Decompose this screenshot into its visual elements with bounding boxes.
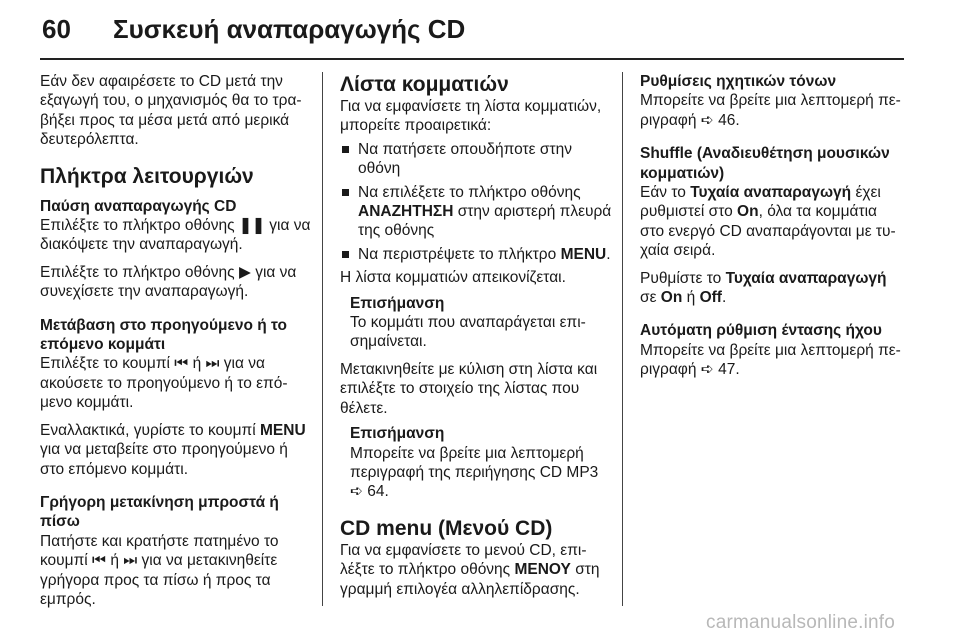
previous-track-icon: ⏮ [174, 355, 189, 373]
list-shown-text: Η λίστα κομματιών απεικονίζεται. [340, 269, 566, 287]
intro-paragraph: Εάν δεν αφαιρέσετε το CD μετά την εξαγωγή του, ο μηχανισμός θα το τραβήξει προς τα μέσα μετά από μερικά δευτερόλεπτα. [40, 73, 302, 149]
skip-paragraph: Επιλέξτε το κουμπί ⏮ ή ⏭ για να ακούσετε το προηγούμενο ή το επόμενο κομμάτι. [40, 355, 288, 412]
heading-auto-volume: Αυτόματη ρύθμιση έντασης ήχου [640, 322, 882, 340]
heading-fast: Γρήγορη μετακίνηση μπροστά ή πίσω [40, 493, 279, 531]
page-title: Συσκευή αναπαραγωγής CD [113, 14, 466, 44]
set-paragraph: Ρυθμίστε το Τυχαία αναπαραγωγή σε On ή Off. [640, 269, 887, 307]
section-heading-keys: Πλήκτρα λειτουργιών [40, 164, 254, 188]
next-track-icon: ⏭ [205, 355, 220, 373]
shuffle-paragraph: Εάν το Τυχαία αναπαραγωγή έχει ρυθμιστεί στο On, όλα τα κομμάτια στο ενεργό CD αναπαράγονται με τυχαία σειρά. [640, 184, 896, 260]
play-paragraph: Επιλέξτε το πλήκτρο οθόνης ▶ για να συνεχίσετε την αναπαραγωγή. [40, 263, 297, 301]
bullet-icon [342, 251, 349, 258]
scroll-paragraph: Μετακινηθείτε με κύλιση στη λίστα και επιλέξτε το στοιχείο της λίστας που θέλετε. [340, 360, 598, 417]
note-box [340, 424, 612, 502]
list-item: Να περιστρέψετε το πλήκτρο MENU. [340, 245, 612, 264]
bullet-icon [342, 146, 349, 153]
note-box [340, 294, 612, 352]
column-divider [622, 72, 623, 606]
alt-paragraph: Εναλλακτικά, γυρίστε το κουμπί MENU για να μεταβείτε στο προηγούμενο ή στο επόμενο κομμάτι. [40, 421, 306, 478]
pause-paragraph: Επιλέξτε το πλήκτρο οθόνης ❚❚ για να διακόψετε την αναπαραγωγή. [40, 217, 311, 254]
list-intro: Για να εμφανίσετε τη λίστα κομματιών, μπορείτε προαιρετικά: [340, 98, 602, 135]
page-number: 60 [42, 14, 71, 44]
pause-icon: ❚❚ [238, 217, 265, 235]
menu-paragraph: Για να εμφανίσετε το μενού CD, επιλέξτε το πλήκτρο οθόνης ΜΕΝΟΥ στη γραμμή επιλογέα αλληλεπίδρασης. [340, 541, 600, 598]
column-divider [322, 72, 323, 606]
bullet-icon [342, 189, 349, 196]
page-reference: ➪ 46. [700, 111, 740, 129]
note-text: Μπορείτε να βρείτε μια λεπτομερή περιγραφή της περιήγησης CD MP3 ➪ 64. [350, 444, 599, 501]
column-1 [40, 72, 312, 609]
heading-shuffle: Shuffle (Αναδιευθέτηση μουσικών κομματιών) [640, 145, 890, 182]
tone-paragraph: Μπορείτε να βρείτε μια λεπτομερή περιγραφή ➪ 46. [640, 92, 901, 129]
heading-skip: Μετάβαση στο προηγούμενο ή το επόμενο κομμάτι [40, 316, 287, 354]
previous-track-icon: ⏮ [92, 552, 106, 570]
list-item: Να επιλέξετε το πλήκτρο οθόνης ΑΝΑΖΗΤΗΣΗ στην αριστερή πλευρά της οθόνης [340, 183, 612, 241]
section-heading-cd-menu: CD menu (Μενού CD) [340, 516, 553, 540]
note-title: Επισήμανση [350, 425, 445, 443]
note-text: Το κομμάτι που αναπαράγεται επισημαίνεται. [350, 314, 586, 351]
page-reference: ➪ 64. [350, 483, 389, 501]
heading-pause: Παύση αναπαραγωγής CD [40, 197, 237, 215]
page-reference: ➪ 47. [700, 361, 740, 379]
section-heading-track-list: Λίστα κομματιών [340, 73, 509, 96]
note-title: Επισήμανση [350, 294, 445, 312]
column-2 [340, 72, 612, 599]
list-item: Να πατήσετε οπουδήποτε στην οθόνη [340, 140, 612, 179]
page-header [0, 0, 960, 58]
heading-tone: Ρυθμίσεις ηχητικών τόνων [640, 73, 837, 90]
header-rule [40, 58, 904, 60]
fast-paragraph: Πατήστε και κρατήστε πατημένο το κουμπί ⏮ ή ⏭ για να μετακινηθείτε γρήγορα προς τα πίσω ή προς τα εμπρός. [40, 532, 279, 608]
options-list [340, 140, 612, 264]
play-icon: ▶ [238, 263, 251, 281]
auto-paragraph: Μπορείτε να βρείτε μια λεπτομερή περιγραφή ➪ 47. [640, 341, 901, 379]
column-3 [640, 72, 905, 380]
watermark: carmanualsonline.info [706, 612, 896, 633]
next-track-icon: ⏭ [123, 552, 138, 570]
